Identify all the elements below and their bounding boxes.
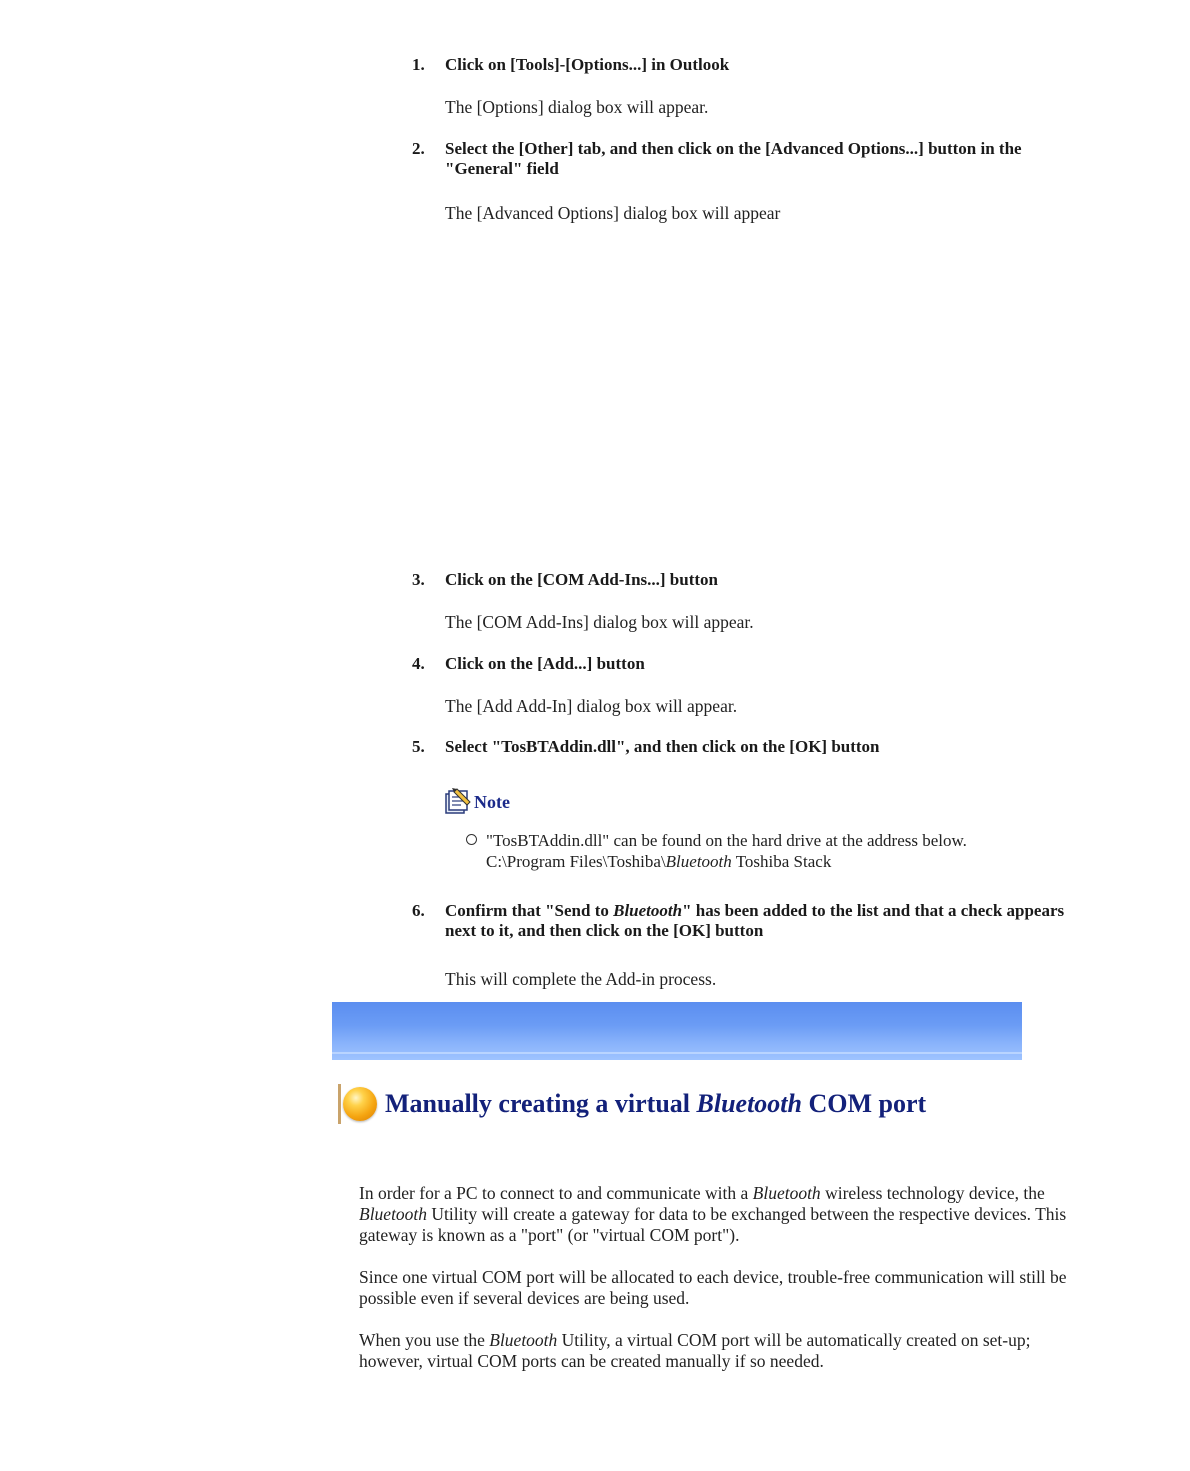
step-number: 4. — [412, 654, 425, 673]
text-run: In order for a PC to connect to and communicate with a — [359, 1183, 753, 1203]
title-italic: Bluetooth — [696, 1089, 802, 1118]
step-3 — [412, 570, 1072, 590]
note-path-suffix: Toshiba Stack — [731, 852, 832, 871]
step-number: 5. — [412, 737, 425, 756]
step-2 — [412, 139, 1072, 179]
step-text: Click on the [Add...] button — [445, 654, 645, 673]
step-2-description: The [Advanced Options] dialog box will appear — [445, 203, 781, 223]
paragraph-1 — [359, 1183, 1079, 1246]
bullet-circle-icon — [466, 834, 477, 845]
text-run: Utility will create a gateway for data to be exchanged between the respective devices. This gateway is known as a "port" (or "virtual COM port"). — [359, 1204, 1067, 1245]
step-number: 6. — [412, 901, 425, 920]
text-run: wireless technology device, the — [820, 1183, 1045, 1203]
section-title — [385, 1089, 926, 1119]
step-text: Click on the [COM Add-Ins...] button — [445, 570, 718, 589]
step-text: Select the [Other] tab, and then click on the [Advanced Options...] button in the "General" field — [445, 139, 1022, 178]
note-header — [443, 784, 510, 816]
step-number: 1. — [412, 55, 425, 74]
title-part: Manually creating a virtual — [385, 1089, 697, 1118]
note-line-2 — [486, 851, 1066, 872]
heading-accent-bar — [338, 1084, 341, 1124]
note-icon — [443, 785, 473, 815]
title-part: COM port — [802, 1089, 927, 1118]
step-5 — [412, 737, 1072, 757]
italic-run: Bluetooth — [489, 1330, 558, 1350]
note-label: Note — [474, 791, 510, 812]
step-1 — [412, 55, 1072, 75]
note-body — [466, 830, 1066, 872]
italic-run: Bluetooth — [752, 1183, 821, 1203]
paragraph-3 — [359, 1330, 1079, 1372]
step-6 — [412, 901, 1072, 941]
section-heading — [338, 1082, 926, 1126]
orange-orb-icon — [343, 1087, 377, 1121]
step-6-description: This will complete the Add-in process. — [445, 969, 717, 989]
step-text-part: " has been added to the list and that a check appears next to it, and then click on the [OK] button — [445, 901, 1065, 940]
step-text — [445, 901, 1072, 941]
step-3-description: The [COM Add-Ins] dialog box will appear. — [445, 612, 754, 632]
text-run: When you use the — [359, 1330, 490, 1350]
step-4 — [412, 654, 1072, 674]
section-banner — [332, 1002, 1022, 1060]
text-run: Utility, a virtual COM port will be automatically created on set-up; however, virtual COM ports can be created manually if so needed. — [359, 1330, 1031, 1371]
step-number: 2. — [412, 139, 425, 158]
step-1-description: The [Options] dialog box will appear. — [445, 97, 709, 117]
step-4-description: The [Add Add-In] dialog box will appear. — [445, 696, 738, 716]
step-text: Select "TosBTAddin.dll", and then click on the [OK] button — [445, 737, 880, 756]
note-path-prefix: C:\Program Files\Toshiba\ — [486, 852, 666, 871]
italic-run: Bluetooth — [359, 1204, 428, 1224]
paragraph-2: Since one virtual COM port will be allocated to each device, trouble-free communication will still be possible even if several devices are being used. — [359, 1267, 1067, 1308]
step-text-italic: Bluetooth — [613, 901, 683, 920]
step-text: Click on [Tools]-[Options...] in Outlook — [445, 55, 730, 74]
step-number: 3. — [412, 570, 425, 589]
step-text-part: Confirm that "Send to — [445, 901, 614, 920]
note-path-italic: Bluetooth — [665, 852, 732, 871]
note-line-1: "TosBTAddin.dll" can be found on the hard drive at the address below. — [486, 831, 967, 850]
